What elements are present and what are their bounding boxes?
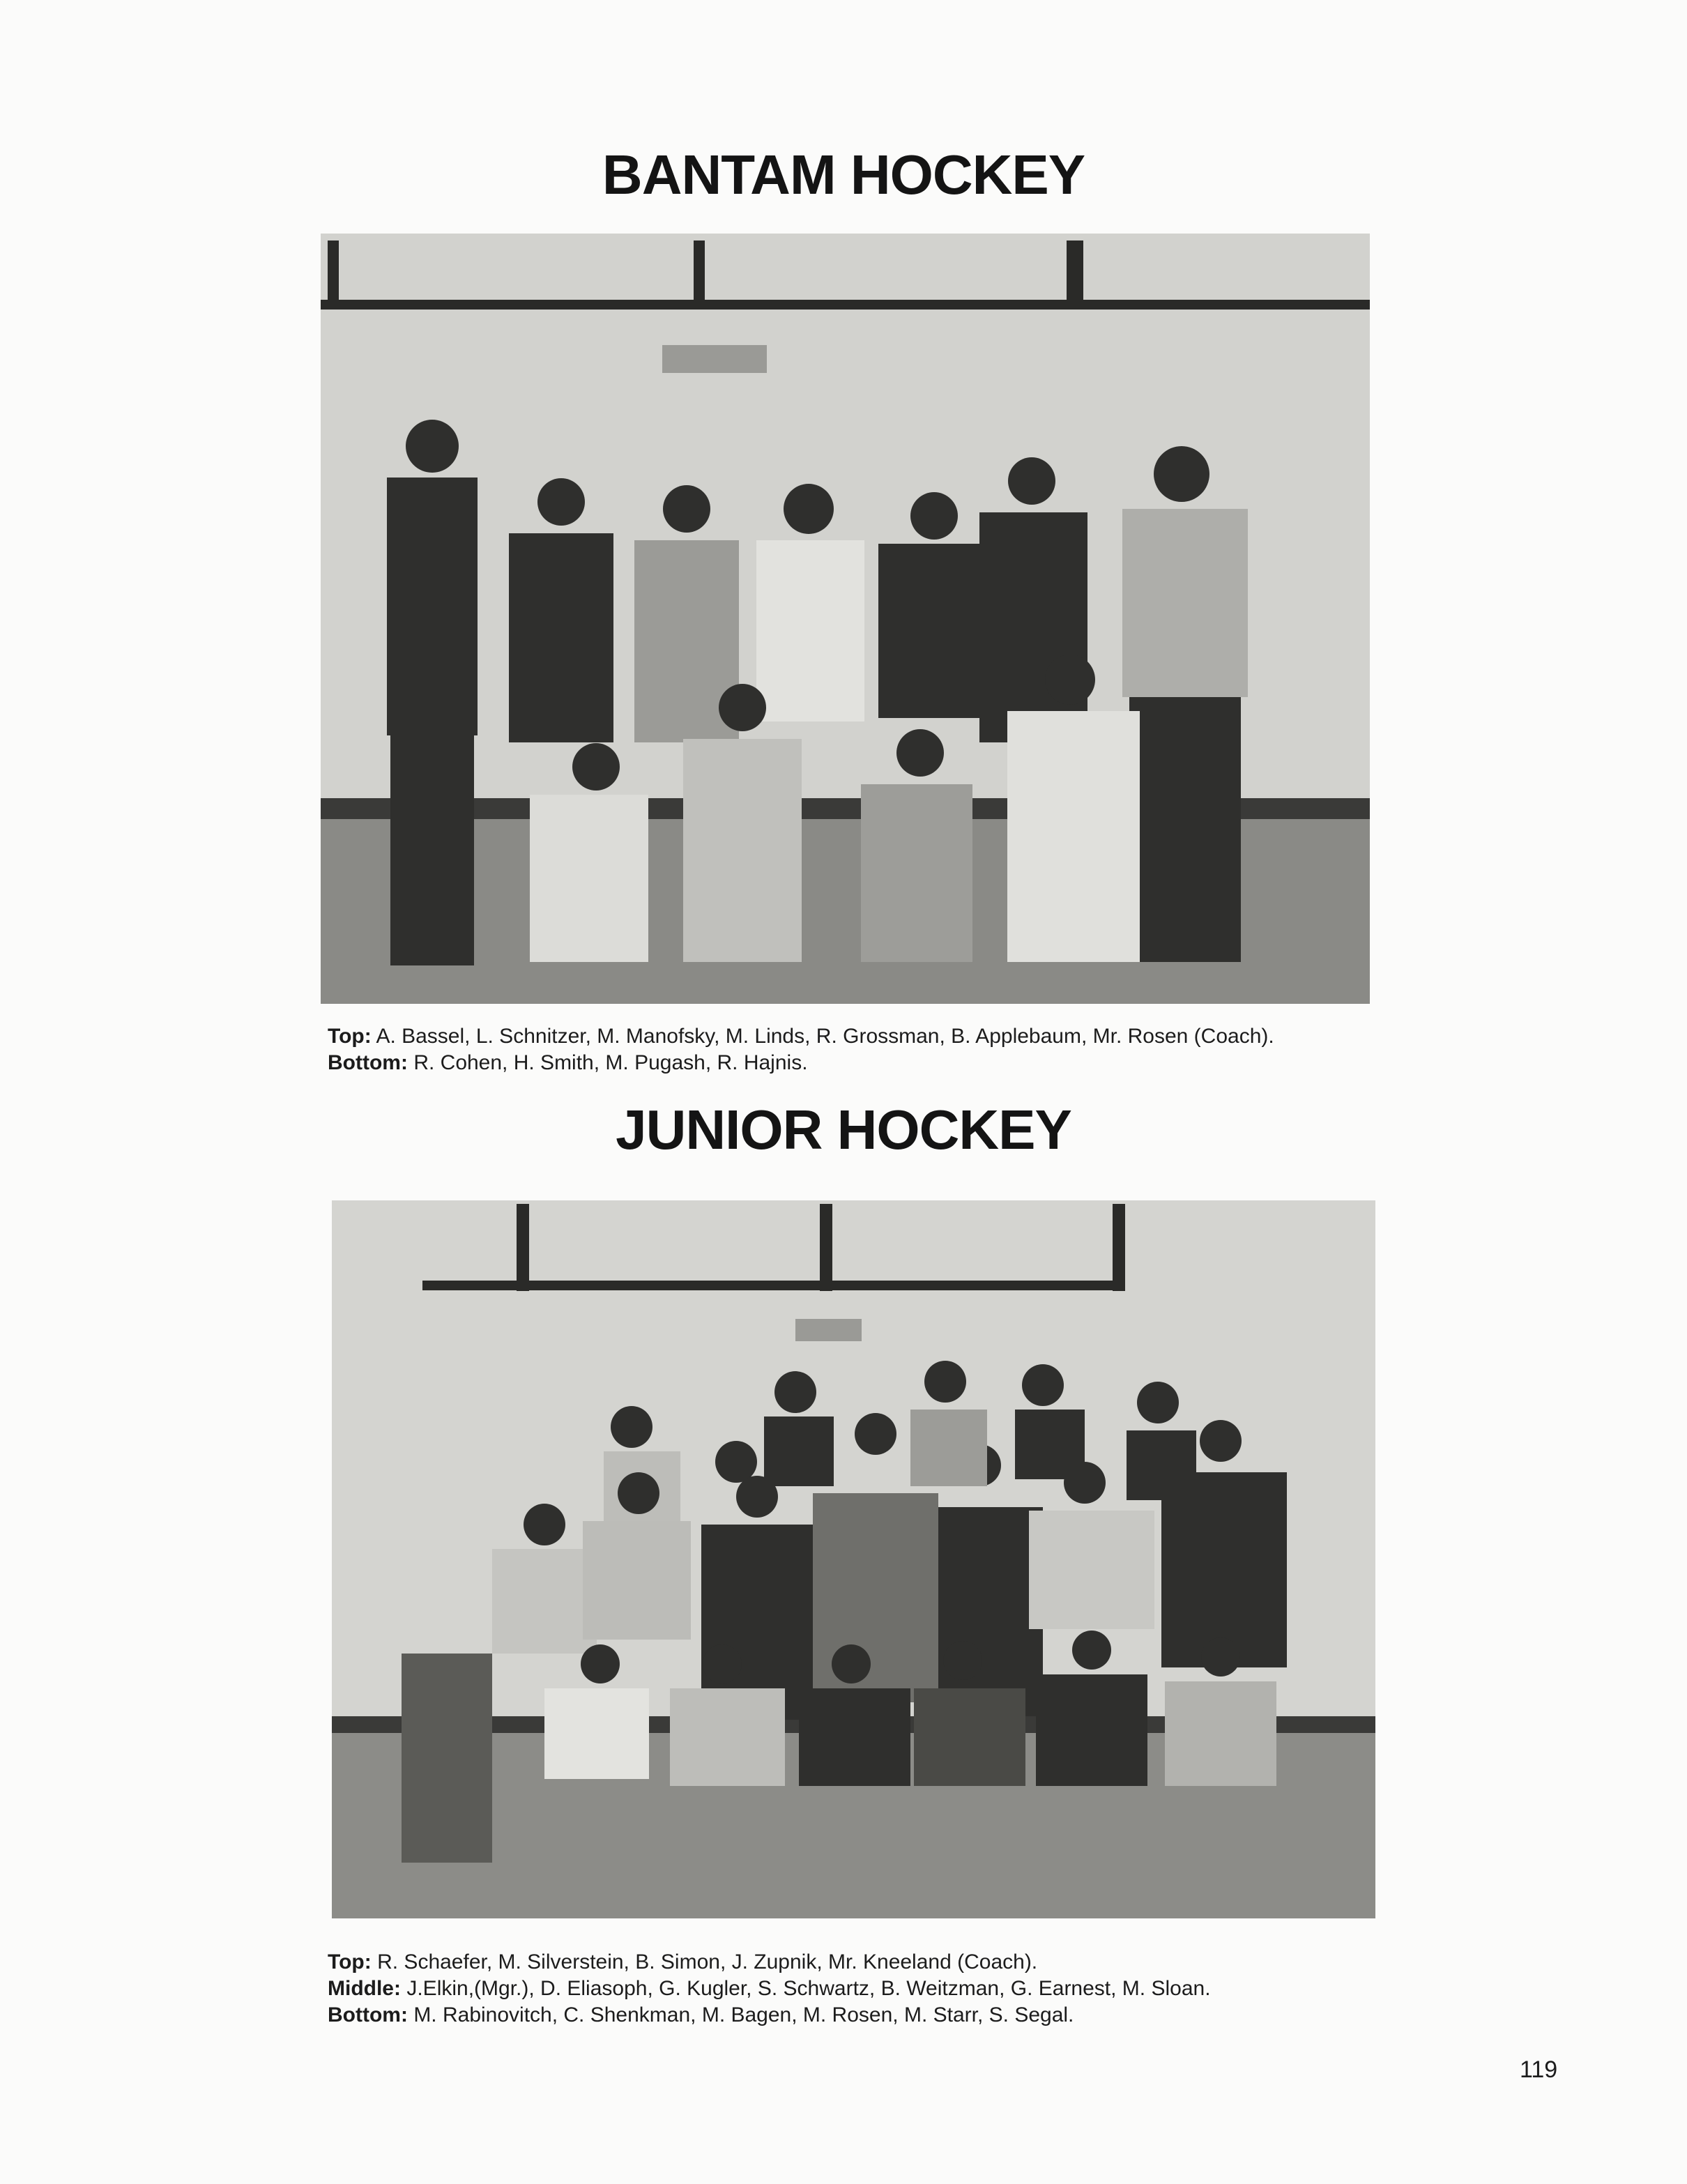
caption-top-row bbox=[328, 1949, 1211, 1976]
top-row-names: A. Bassel, L. Schnitzer, M. Manofsky, M. Linds, R. Grossman, B. Applebaum, Mr. Rosen (Coach). bbox=[376, 1025, 1274, 1048]
caption-middle-row bbox=[328, 1976, 1211, 2002]
middle-row-names: J.Elkin,(Mgr.), D. Eliasoph, G. Kugler, S. Schwartz, B. Weitzman, G. Earnest, M. Sloan. bbox=[406, 1977, 1211, 2000]
junior-hockey-caption bbox=[328, 1949, 1211, 2029]
bottom-row-label: Bottom: bbox=[328, 2003, 408, 2026]
junior-hockey-title: JUNIOR HOCKEY bbox=[616, 1099, 1071, 1161]
bottom-row-names: R. Cohen, H. Smith, M. Pugash, R. Hajnis. bbox=[413, 1051, 808, 1074]
top-row-names: R. Schaefer, M. Silverstein, B. Simon, J. Zupnik, Mr. Kneeland (Coach). bbox=[377, 1950, 1038, 1973]
bantam-hockey-caption bbox=[328, 1023, 1274, 1076]
caption-top-row bbox=[328, 1023, 1274, 1050]
middle-row-label: Middle: bbox=[328, 1977, 401, 2000]
top-row-label: Top: bbox=[328, 1025, 372, 1048]
caption-bottom-row bbox=[328, 2002, 1211, 2029]
top-row-label: Top: bbox=[328, 1950, 372, 1973]
bantam-hockey-team-photo bbox=[321, 234, 1370, 1004]
bottom-row-names: M. Rabinovitch, C. Shenkman, M. Bagen, M. Rosen, M. Starr, S. Segal. bbox=[413, 2003, 1074, 2026]
caption-bottom-row bbox=[328, 1050, 1274, 1076]
junior-hockey-team-photo bbox=[332, 1200, 1375, 1918]
page-number: 119 bbox=[1520, 2056, 1558, 2083]
bantam-hockey-title: BANTAM HOCKEY bbox=[602, 144, 1085, 206]
bottom-row-label: Bottom: bbox=[328, 1051, 408, 1074]
